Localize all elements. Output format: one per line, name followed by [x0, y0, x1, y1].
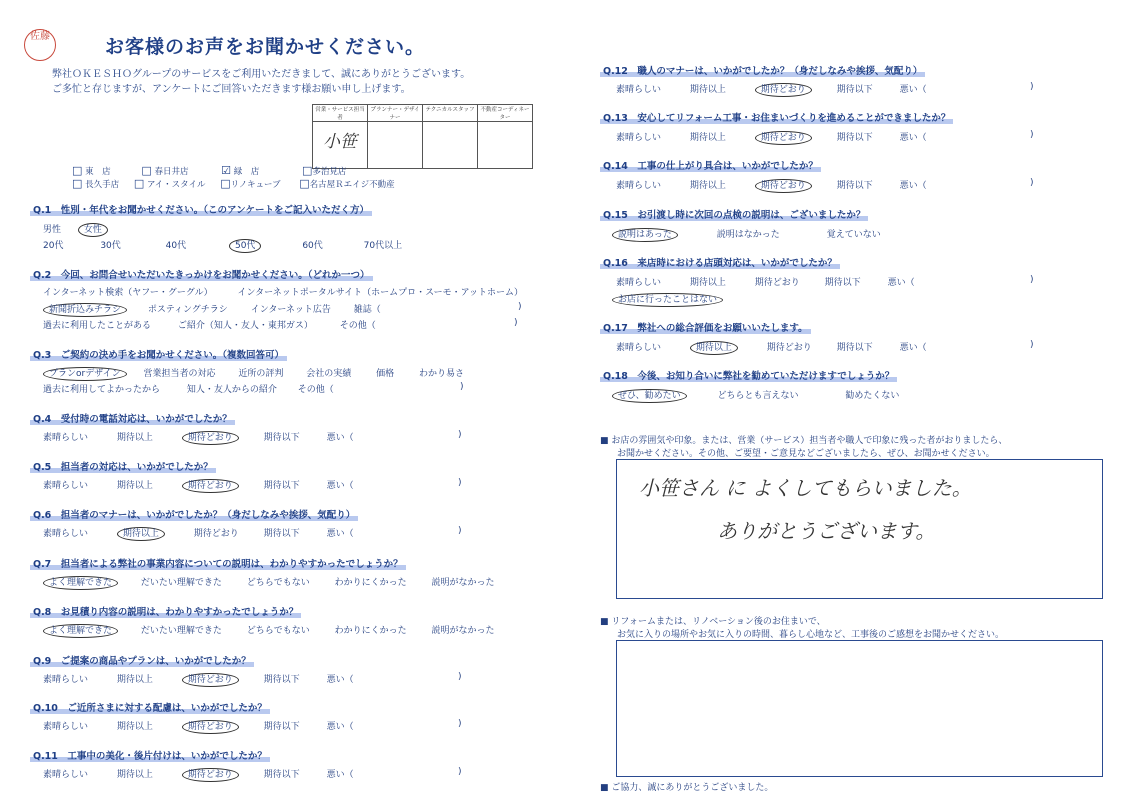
q1-male[interactable]: 男性 — [43, 225, 62, 235]
q15-dont-remember[interactable]: 覚えていない — [826, 230, 881, 240]
q4-below[interactable]: 期待以下 — [263, 433, 300, 443]
q8-hard-to-understand[interactable]: わかりにくかった — [334, 626, 407, 636]
q12-above[interactable]: 期待以上 — [689, 85, 726, 95]
q10-options — [43, 719, 354, 732]
q10-title: Q.10 ご近所さまに対する配慮は、いかがでしたか？ — [30, 700, 270, 714]
q14-options — [616, 178, 927, 191]
q17-as-expected[interactable]: 期待どおり — [766, 343, 812, 353]
q1-age-40[interactable]: 40代 — [165, 241, 187, 251]
reform-textarea[interactable] — [616, 640, 1103, 777]
reform-label-1: ■ リフォームまたは、リノベーション後のお住まいで、 — [600, 617, 826, 627]
comments-handwritten-1: 小笹さん に よくしてもらいました。 — [639, 476, 972, 500]
q16-above[interactable]: 期待以上 — [689, 278, 726, 288]
staff-table — [312, 104, 533, 169]
q9-below[interactable]: 期待以下 — [263, 675, 300, 685]
q2-paren-1: ) — [518, 302, 522, 312]
q7-mostly-understood[interactable]: だいたい理解できた — [140, 578, 222, 588]
q8-title: Q.8 お見積り内容の説明は、わかりやすかったでしょうか？ — [30, 604, 301, 618]
q6-paren: ) — [458, 526, 462, 536]
q16-options — [616, 275, 915, 288]
q16-never-visited[interactable]: お店に行ったことはない — [612, 292, 723, 305]
q2-paren-2: ) — [514, 318, 518, 328]
q10-below[interactable]: 期待以下 — [263, 722, 300, 732]
q12-paren: ) — [1030, 82, 1034, 92]
q14-above[interactable]: 期待以上 — [689, 181, 726, 191]
q2-other[interactable]: その他（ — [339, 321, 376, 331]
q1-age-20[interactable]: 20代 — [43, 241, 64, 251]
q3-plan-design[interactable]: プランorデザイン — [43, 367, 127, 381]
comments-label-2: お聞かせください。その他、ご要望・ご意見などございましたら、ぜひ、お聞かせください。 — [617, 449, 995, 459]
q4-options — [43, 430, 354, 443]
q2-newspaper-flyer[interactable]: 新聞折込みチラシ — [43, 303, 127, 317]
store-row-1 — [72, 164, 346, 177]
q2-row-3 — [43, 318, 376, 331]
q3-friend-referral[interactable]: 知人・友人からの紹介 — [186, 385, 277, 395]
store-row-2 — [72, 177, 395, 190]
q18-neutral[interactable]: どちらとも言えない — [717, 391, 799, 401]
q13-below[interactable]: 期待以下 — [836, 133, 873, 143]
q3-row-2 — [43, 382, 334, 395]
q16-bad[interactable]: 悪い（ — [887, 278, 915, 288]
q17-above[interactable]: 期待以上 — [690, 341, 738, 355]
q8-understood-well[interactable]: よく理解できた — [43, 624, 118, 638]
staff-sales-name[interactable] — [313, 122, 368, 169]
q1-age-60[interactable]: 60代 — [302, 241, 323, 251]
q1-age-30[interactable]: 30代 — [100, 241, 121, 251]
q9-options — [43, 672, 354, 685]
q11-options — [43, 767, 354, 780]
q5-above[interactable]: 期待以上 — [116, 481, 153, 491]
bullet-square-icon: ■ — [600, 436, 609, 446]
intro-line-2: ご多忙と存じますが、アンケートにご回答いただきます様お願い申し上げます。 — [52, 84, 411, 95]
q3-title: Q.3 ご契約の決め手をお聞かせください。（複数回答可） — [30, 347, 287, 361]
q3-paren: ) — [460, 382, 464, 392]
q3-other[interactable]: その他（ — [297, 385, 334, 395]
page-title: お客様のお声をお聞かせください。 — [105, 36, 426, 58]
name-stamp: 佐藤 — [24, 29, 56, 61]
q13-as-expected[interactable]: 期待どおり — [755, 131, 812, 145]
q9-above[interactable]: 期待以上 — [116, 675, 153, 685]
q15-explained[interactable]: 説明はあった — [612, 228, 678, 242]
q18-title: Q.18 今後、お知り合いに弊社を勧めていただけますでしょうか？ — [600, 368, 897, 382]
staff-header-sales: 営業・サービス担当者 — [313, 105, 368, 122]
q16-as-expected[interactable]: 期待どおり — [754, 278, 800, 288]
q9-paren: ) — [458, 672, 462, 682]
q16-below[interactable]: 期待以下 — [824, 278, 861, 288]
q7-title: Q.7 担当者による弊社の事業内容についての説明は、わかりやすかったでしょうか？ — [30, 556, 406, 570]
q8-neutral[interactable]: どちらでもない — [246, 626, 310, 636]
q18-options — [612, 388, 899, 401]
q3-clarity[interactable]: わかり易さ — [419, 369, 465, 379]
q17-bad[interactable]: 悪い（ — [899, 343, 927, 353]
q6-above[interactable]: 期待以上 — [117, 527, 165, 541]
q4-as-expected[interactable]: 期待どおり — [182, 431, 239, 445]
q3-sales-staff[interactable]: 営業担当者の対応 — [143, 369, 216, 379]
q8-options — [43, 623, 494, 636]
q4-bad[interactable]: 悪い（ — [326, 433, 354, 443]
q12-as-expected[interactable]: 期待どおり — [755, 83, 812, 97]
staff-planner-name[interactable] — [368, 122, 423, 169]
q12-title: Q.12 職人のマナーは、いかがでしたか？（身だしなみや挨拶、気配り） — [600, 63, 925, 77]
store-istyle[interactable]: □ アイ・スタイル — [133, 177, 206, 190]
checkbox-icon: □ — [72, 164, 83, 177]
q5-paren: ) — [458, 478, 462, 488]
q7-understood-well[interactable]: よく理解できた — [43, 576, 118, 590]
q5-title: Q.5 担当者の対応は、いかがでしたか？ — [30, 459, 216, 473]
q5-bad[interactable]: 悪い（ — [326, 481, 354, 491]
comments-label-1: ■ お店の雰囲気や印象。または、営業（サービス）担当者や職人で印象に残った者がおりましたら、 — [600, 436, 1008, 446]
q14-bad[interactable]: 悪い（ — [899, 181, 927, 191]
bullet-square-icon: ■ — [600, 617, 609, 627]
q6-as-expected[interactable]: 期待どおり — [193, 529, 239, 539]
q6-title: Q.6 担当者のマナーは、いかがでしたか？（身だしなみや挨拶、気配り） — [30, 507, 358, 521]
q6-below[interactable]: 期待以下 — [263, 529, 300, 539]
q14-as-expected[interactable]: 期待どおり — [755, 179, 812, 193]
q1-title: Q.1 性別・年代をお聞かせください。（このアンケートをご記入いただく方） — [30, 202, 372, 216]
q14-title: Q.14 工事の仕上がり具合は、いかがでしたか？ — [600, 158, 821, 172]
q13-excellent[interactable]: 素晴らしい — [616, 133, 662, 143]
q2-portal-site[interactable]: インターネットポータルサイト（ホームプロ・スーモ・アットホーム） — [237, 288, 524, 298]
q14-below[interactable]: 期待以下 — [836, 181, 873, 191]
q12-bad[interactable]: 悪い（ — [899, 85, 927, 95]
q3-reputation[interactable]: 近所の評判 — [238, 369, 284, 379]
q12-excellent[interactable]: 素晴らしい — [616, 85, 662, 95]
q2-internet-ad[interactable]: インターネット広告 — [250, 305, 331, 315]
q7-hard-to-understand[interactable]: わかりにくかった — [334, 578, 407, 588]
q1-age-50[interactable]: 50代 — [229, 239, 261, 253]
q13-options — [616, 130, 927, 143]
q7-options — [43, 575, 494, 588]
store-east[interactable]: □ 東 店 — [72, 164, 111, 177]
q2-posting-flyer[interactable]: ポスティングチラシ — [147, 305, 228, 315]
q17-options — [616, 340, 927, 353]
q11-as-expected[interactable]: 期待どおり — [182, 768, 239, 782]
q2-magazine[interactable]: 雑誌（ — [353, 305, 381, 315]
q6-excellent[interactable]: 素晴らしい — [43, 529, 89, 539]
checkbox-icon: □ — [133, 177, 145, 190]
store-renocube[interactable]: □リノキューブ — [220, 177, 281, 190]
q11-paren: ) — [458, 767, 462, 777]
staff-sales-value: 小笹 — [323, 132, 357, 152]
q16-paren: ) — [1030, 275, 1034, 285]
checkbox-icon: □ — [220, 177, 231, 190]
store-nagakute[interactable]: □ 長久手店 — [72, 177, 120, 190]
intro-line-1: 弊社ＯＫＥＳＨＯグループのサービスをご利用いただきまして、誠にありがとうございます。 — [52, 69, 471, 80]
q11-below[interactable]: 期待以下 — [263, 770, 300, 780]
q17-paren: ) — [1030, 340, 1034, 350]
reform-label-2: お気に入りの場所やお気に入りの時間、暮らし心地など、工事後のご感想をお聞かせください。 — [617, 630, 1005, 640]
q4-excellent[interactable]: 素晴らしい — [43, 433, 89, 443]
q3-price[interactable]: 価格 — [376, 369, 395, 379]
staff-realestate-name[interactable] — [478, 122, 533, 169]
q9-title: Q.9 ご提案の商品やプランは、いかがでしたか？ — [30, 653, 254, 667]
q2-past-use[interactable]: 過去に利用したことがある — [43, 321, 152, 331]
q14-paren: ) — [1030, 178, 1034, 188]
q6-bad[interactable]: 悪い（ — [326, 529, 354, 539]
q4-above[interactable]: 期待以上 — [116, 433, 153, 443]
q5-excellent[interactable]: 素晴らしい — [43, 481, 89, 491]
store-kasugai[interactable]: □ 春日井店 — [141, 164, 189, 177]
q5-options — [43, 478, 354, 491]
q17-below[interactable]: 期待以下 — [836, 343, 873, 353]
q10-above[interactable]: 期待以上 — [116, 722, 153, 732]
q11-excellent[interactable]: 素晴らしい — [43, 770, 89, 780]
q17-excellent[interactable]: 素晴らしい — [616, 343, 662, 353]
q12-options — [616, 82, 927, 95]
q2-row-1 — [43, 285, 523, 298]
q2-referral[interactable]: ご紹介（知人・友人・東邦ガス） — [177, 321, 313, 331]
q12-below[interactable]: 期待以下 — [836, 85, 873, 95]
checkbox-icon: □ — [301, 164, 313, 177]
store-midori[interactable]: ☑ 緑 店 — [221, 164, 260, 177]
staff-technical-name[interactable] — [423, 122, 478, 169]
q2-internet-search[interactable]: インターネット検索（ヤフー・グーグル） — [43, 288, 213, 298]
q6-options — [43, 526, 354, 539]
q10-paren: ) — [458, 719, 462, 729]
q15-title: Q.15 お引渡し時に次回の点検の説明は、ございましたか？ — [600, 207, 868, 221]
q3-row-1 — [43, 366, 464, 379]
q16-excellent[interactable]: 素晴らしい — [616, 278, 662, 288]
q14-excellent[interactable]: 素晴らしい — [616, 181, 662, 191]
bullet-square-icon: ■ — [600, 783, 609, 793]
q9-as-expected[interactable]: 期待どおり — [182, 673, 239, 687]
footer-thanks: ■ ご協力、誠にありがとうございました。 — [600, 783, 774, 793]
q8-no-explanation[interactable]: 説明がなかった — [431, 626, 495, 636]
q4-title: Q.4 受付時の電話対応は、いかがでしたか？ — [30, 411, 235, 425]
q18-recommend[interactable]: ぜひ、勧めたい — [612, 389, 687, 403]
q1-age-70[interactable]: 70代以上 — [363, 241, 403, 251]
q1-gender-row — [43, 222, 108, 235]
q10-excellent[interactable]: 素晴らしい — [43, 722, 89, 732]
comments-textarea[interactable] — [616, 459, 1103, 599]
q1-female[interactable]: 女性 — [78, 223, 108, 237]
store-nagoya-rage[interactable]: □名古屋Ｒエイジ不動産 — [299, 177, 395, 190]
q13-title: Q.13 安心してリフォーム工事・お住まいづくりを進めることができましたか？ — [600, 110, 953, 124]
q9-bad[interactable]: 悪い（ — [326, 675, 354, 685]
checkbox-icon: □ — [299, 177, 310, 190]
store-tajimi[interactable]: □多治見店 — [301, 164, 347, 177]
q17-title: Q.17 弊社への総合評価をお願いいたします。 — [600, 320, 811, 334]
q11-bad[interactable]: 悪い（ — [326, 770, 354, 780]
q13-above[interactable]: 期待以上 — [689, 133, 726, 143]
q15-not-explained[interactable]: 説明はなかった — [716, 230, 780, 240]
staff-header-realestate: 不動産コーディネーター — [478, 105, 533, 122]
q11-title: Q.11 工事中の美化・後片付けは、いかがでしたか？ — [30, 748, 270, 762]
q5-as-expected[interactable]: 期待どおり — [182, 479, 239, 493]
q13-bad[interactable]: 悪い（ — [899, 133, 927, 143]
q10-bad[interactable]: 悪い（ — [326, 722, 354, 732]
q7-no-explanation[interactable]: 説明がなかった — [431, 578, 495, 588]
checkbox-icon: □ — [141, 164, 152, 177]
q2-row-2 — [43, 302, 381, 315]
q13-paren: ) — [1030, 130, 1034, 140]
q8-mostly-understood[interactable]: だいたい理解できた — [140, 626, 222, 636]
q3-track-record[interactable]: 会社の実績 — [306, 369, 352, 379]
checkbox-icon: □ — [72, 177, 83, 190]
staff-header-technical: テクニカルスタッフ — [423, 105, 478, 122]
q5-below[interactable]: 期待以下 — [263, 481, 300, 491]
staff-header-planner: プランナー・デザイナー — [368, 105, 423, 122]
q10-as-expected[interactable]: 期待どおり — [182, 720, 239, 734]
q3-past-good[interactable]: 過去に利用してよかったから — [43, 385, 161, 395]
q2-title: Q.2 今回、お問合せいただいたきっかけをお聞かせください。（どれか一つ） — [30, 267, 373, 281]
q11-above[interactable]: 期待以上 — [116, 770, 153, 780]
q15-options — [612, 227, 881, 240]
q4-paren: ) — [458, 430, 462, 440]
checked-checkbox-icon: ☑ — [221, 164, 232, 177]
q18-not-recommend[interactable]: 勧めたくない — [845, 391, 900, 401]
q9-excellent[interactable]: 素晴らしい — [43, 675, 89, 685]
comments-handwritten-2: ありがとうございます。 — [717, 519, 936, 543]
q16-title: Q.16 来店時における店頭対応は、いかがでしたか？ — [600, 255, 840, 269]
q7-neutral[interactable]: どちらでもない — [246, 578, 310, 588]
q1-age-row — [43, 238, 402, 251]
